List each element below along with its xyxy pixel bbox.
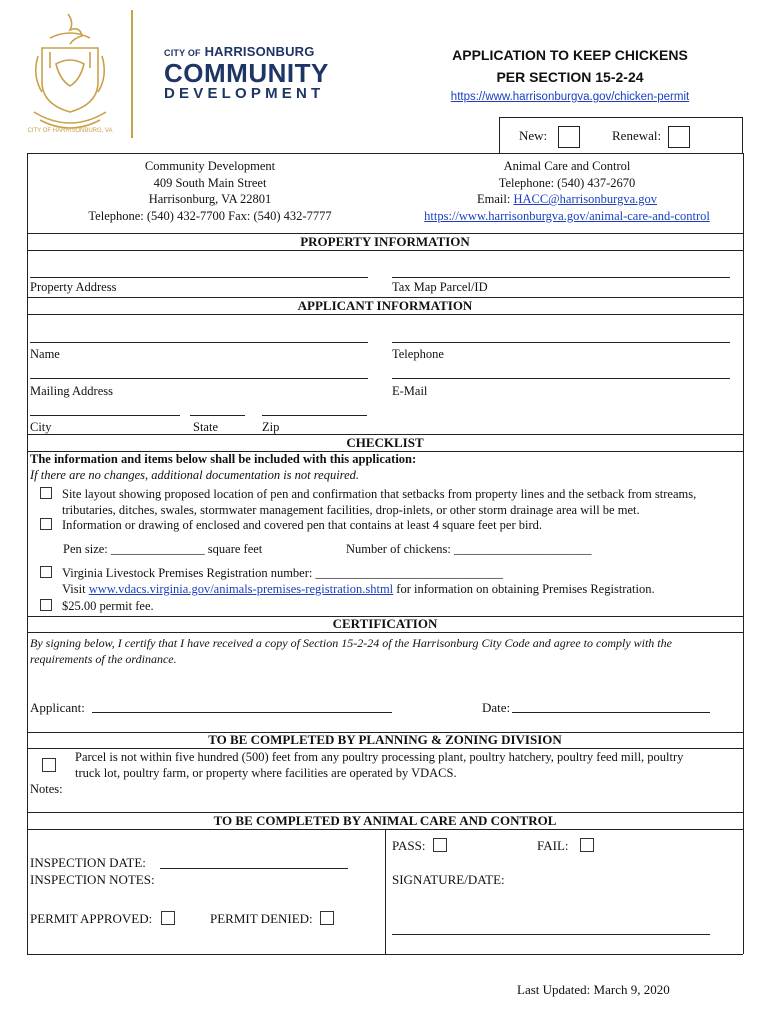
city-field[interactable] <box>30 415 180 416</box>
zip-label: Zip <box>262 420 280 434</box>
page-title: APPLICATION TO KEEP CHICKENS <box>452 47 688 63</box>
date-field[interactable] <box>512 712 710 713</box>
pen-drawing-checkbox[interactable] <box>40 518 52 530</box>
site-layout-item-cont: tributaries, ditches, swales, stormwater management facilities, drop-inlets, or other storm drainage area will be met. <box>62 502 640 517</box>
telephone-field[interactable] <box>392 342 730 343</box>
zip-field[interactable] <box>262 415 367 416</box>
certification-text-cont: requirements of the ordinance. <box>30 651 177 666</box>
logo-development: DEVELOPMENT <box>164 85 325 102</box>
city-seal <box>20 8 120 140</box>
applicant-heading: APPLICANT INFORMATION <box>297 298 473 313</box>
contact-line-1: Community Development <box>144 159 276 173</box>
contact-line-4: Telephone: (540) 432-7700 Fax: (540) 432-7777 <box>88 208 332 223</box>
state-field[interactable] <box>190 415 245 416</box>
community-dev-contact <box>60 158 360 224</box>
email-field[interactable] <box>392 378 730 379</box>
site-layout-item: Site layout showing proposed location of pen and confirmation that setbacks from property lines and the setback from streams, <box>62 487 697 501</box>
signature-date-field[interactable] <box>392 934 710 935</box>
applicant-signature-field[interactable] <box>92 712 392 713</box>
name-label: Name <box>30 347 60 361</box>
premises-registration-item[interactable]: Virginia Livestock Premises Registration number: ______________________________ <box>62 566 503 580</box>
city-label: City <box>30 420 52 434</box>
certification-text: By signing below, I certify that I have received a copy of Section 15-2-24 of the Harrisonburg City Code and agree to comply with the <box>30 636 672 650</box>
pass-label: PASS: <box>392 838 426 853</box>
vdacs-link[interactable]: www.vdacs.virginia.gov/animals-premises-registration.shtml <box>88 581 394 596</box>
tax-map-field[interactable] <box>392 277 730 278</box>
page-subtitle: PER SECTION 15-2-24 <box>496 69 644 85</box>
state-label: State <box>193 420 218 434</box>
tax-map-label: Tax Map Parcel/ID <box>392 280 488 294</box>
contact-line-3: Harrisonburg, VA 22801 <box>148 192 272 206</box>
mailing-address-label: Mailing Address <box>30 384 113 398</box>
chicken-count-field[interactable]: Number of chickens: ______________________ <box>346 542 592 556</box>
premises-info-text: for information on obtaining Premises Registration. <box>393 581 655 596</box>
permit-approved-checkbox[interactable] <box>161 911 175 925</box>
property-heading: PROPERTY INFORMATION <box>300 234 470 249</box>
renewal-label: Renewal: <box>612 127 662 143</box>
logo-harrisonburg: HARRISONBURG <box>204 44 315 59</box>
fail-checkbox[interactable] <box>580 838 594 852</box>
logo-divider <box>131 10 133 138</box>
planning-heading: TO BE COMPLETED BY PLANNING & ZONING DIVISION <box>208 732 562 747</box>
pen-size-field[interactable]: Pen size: _______________ square feet <box>63 542 263 556</box>
notes-label: Notes: <box>30 782 63 796</box>
acc-email-link[interactable]: HACC@harrisonburgva.gov <box>513 192 657 206</box>
new-label: New: <box>519 127 548 143</box>
checklist-intro: The information and items below shall be included with this application: <box>30 452 417 466</box>
inspection-notes-label: INSPECTION NOTES: <box>30 872 155 887</box>
telephone-label: Telephone <box>392 347 444 361</box>
animal-control-divider <box>385 829 386 954</box>
logo-city-of: CITY OF <box>164 48 201 58</box>
mailing-address-field[interactable] <box>30 378 368 379</box>
permit-denied-checkbox[interactable] <box>320 911 334 925</box>
permit-url-link[interactable]: https://www.harrisonburgva.gov/chicken-permit <box>450 91 690 103</box>
animal-control-heading: TO BE COMPLETED BY ANIMAL CARE AND CONTROL <box>213 813 557 828</box>
checklist-heading: CHECKLIST <box>346 435 424 450</box>
applicant-signature-label: Applicant: <box>30 700 85 715</box>
new-checkbox[interactable] <box>558 126 580 148</box>
premises-visit-text: Visit <box>62 581 89 596</box>
acc-url-link[interactable]: https://www.harrisonburgva.gov/animal-care-and-control <box>424 208 710 223</box>
permit-fee-checkbox[interactable] <box>40 599 52 611</box>
acc-email-label: Email: <box>476 192 514 206</box>
parcel-distance-text: Parcel is not within five hundred (500) feet from any poultry processing plant, poultry hatchery, poultry feed mill, poultry <box>75 750 684 764</box>
contact-line-2: 409 South Main Street <box>153 175 267 190</box>
logo-wordmark <box>164 44 364 103</box>
property-address-label: Property Address <box>30 280 117 294</box>
logo-community: COMMUNITY <box>164 58 329 88</box>
inspection-date-label: INSPECTION DATE: <box>30 855 146 870</box>
fail-label: FAIL: <box>537 838 569 853</box>
permit-approved-label: PERMIT APPROVED: <box>30 911 153 926</box>
parcel-distance-checkbox[interactable] <box>42 758 56 772</box>
property-address-field[interactable] <box>30 277 368 278</box>
permit-fee-item: $25.00 permit fee. <box>62 599 154 613</box>
permit-denied-label: PERMIT DENIED: <box>210 911 313 926</box>
last-updated: Last Updated: March 9, 2020 <box>517 982 670 997</box>
renewal-checkbox[interactable] <box>668 126 690 148</box>
certification-heading: CERTIFICATION <box>332 616 438 631</box>
name-field[interactable] <box>30 342 368 343</box>
pen-drawing-item: Information or drawing of enclosed and covered pen that contains at least 4 square feet per bird. <box>62 518 543 532</box>
signature-date-label: SIGNATURE/DATE: <box>392 872 505 887</box>
premises-registration-checkbox[interactable] <box>40 566 52 578</box>
animal-control-contact <box>400 158 734 224</box>
inspection-date-field[interactable] <box>160 868 348 869</box>
site-layout-checkbox[interactable] <box>40 487 52 499</box>
parcel-distance-text-cont: truck lot, poultry farm, or property where facilities are operated by VDACS. <box>75 765 457 780</box>
seal-text: CITY OF HARRISONBURG, VA <box>27 128 113 134</box>
email-label: E-Mail <box>392 384 428 398</box>
acc-phone: Telephone: (540) 437-2670 <box>498 175 636 190</box>
acc-title: Animal Care and Control <box>503 159 631 173</box>
pass-checkbox[interactable] <box>433 838 447 852</box>
checklist-note: If there are no changes, additional documentation is not required. <box>30 468 360 482</box>
date-label: Date: <box>482 700 511 715</box>
